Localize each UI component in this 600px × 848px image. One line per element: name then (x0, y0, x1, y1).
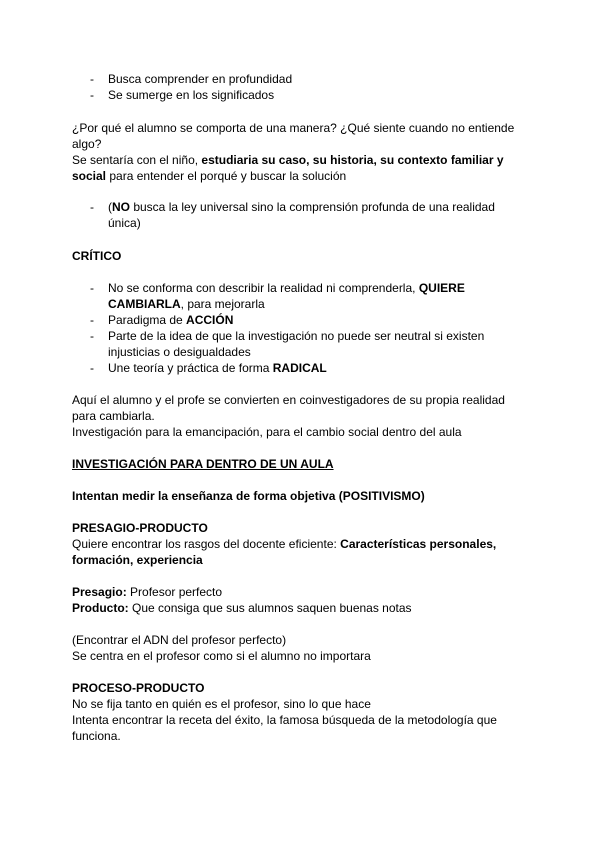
bullet-dash: - (90, 313, 94, 327)
approach-text-end: para entender el porqué y buscar la solución (106, 169, 347, 183)
item-bold: QUIERE CAMBIARLA (108, 281, 465, 311)
bullet-dash: - (90, 72, 94, 86)
producto-label: Producto: (72, 601, 129, 615)
sub-heading-text: Intentan medir la enseñanza de forma objetiva (POSITIVISMO) (72, 489, 425, 503)
bullet-dash: - (90, 200, 94, 214)
list-item-text (108, 280, 510, 312)
bullet-dash: - (90, 281, 94, 295)
list-item (90, 71, 510, 87)
producto-definition (72, 600, 532, 616)
item-text-end: , para mejorarla (180, 297, 265, 311)
approach-bold: estudiaria su caso, su historia, su contexto familiar y social (72, 153, 504, 183)
question-paragraph: ¿Por qué el alumno se comporta de una manera? ¿Qué siente cuando no entiende algo? (72, 121, 515, 151)
bullet-dash: - (90, 329, 94, 343)
list-item-text (108, 199, 510, 231)
section-heading (72, 456, 532, 472)
proceso-heading (72, 680, 532, 696)
note-bold: NO (112, 200, 130, 214)
proceso-heading-text: PROCESO-PRODUCTO (72, 681, 205, 695)
item-text: No se conforma con describir la realidad ni comprenderla, (108, 281, 419, 295)
approach-text: Se sentaría con el niño, (72, 153, 202, 167)
emancipation-paragraph: Investigación para la emancipación, para el cambio social dentro del aula (72, 425, 462, 439)
list-item-text: Parte de la idea de que la investigación no puede ser neutral si existen injusticias o desigualdades (108, 329, 485, 359)
presagio-description (72, 536, 532, 568)
list-item-text (108, 360, 510, 376)
proceso-line: Intenta encontrar la receta del éxito, la famosa búsqueda de la metodología que funciona. (72, 713, 497, 743)
item-bold: RADICAL (272, 361, 327, 375)
list-item (90, 280, 510, 312)
note-rest: busca la ley universal sino la comprensión profunda de una realidad única) (108, 200, 495, 230)
sub-heading (72, 488, 532, 504)
presagio-heading (72, 520, 532, 536)
list-item (90, 328, 510, 360)
list-item (90, 87, 510, 103)
proceso-line: No se fija tanto en quién es el profesor, sino lo que hace (72, 697, 371, 711)
presagio-definition (72, 584, 532, 600)
critico-heading-text: CRÍTICO (72, 249, 122, 263)
bullet-dash: - (90, 361, 94, 375)
presagio-label: Presagio: (72, 585, 127, 599)
item-text: Une teoría y práctica de forma (108, 361, 273, 375)
item-bold: ACCIÓN (186, 313, 234, 327)
list-item (90, 312, 510, 328)
presagio-desc-bold: Características personales, formación, experiencia (72, 537, 497, 567)
list-item-text: Se sumerge en los significados (108, 88, 275, 102)
list-item (90, 199, 510, 231)
section-heading-text: INVESTIGACIÓN PARA DENTRO DE UN AULA (72, 457, 334, 471)
presagio-heading-text: PRESAGIO-PRODUCTO (72, 521, 208, 535)
adn-paragraph: (Encontrar el ADN del profesor perfecto) (72, 633, 287, 647)
note-open: ( (108, 200, 112, 214)
item-text: Paradigma de (108, 313, 187, 327)
list-item-text: Busca comprender en profundidad (108, 72, 293, 86)
coinvestigators-paragraph: Aquí el alumno y el profe se convierten en coinvestigadores de su propia realidad para cambiarla. (72, 393, 505, 423)
focus-paragraph: Se centra en el profesor como si el alumno no importara (72, 649, 371, 663)
producto-text: Que consiga que sus alumnos saquen buenas notas (128, 601, 412, 615)
presagio-text: Profesor perfecto (126, 585, 223, 599)
approach-paragraph (72, 152, 532, 184)
list-item (90, 360, 510, 376)
list-item-text (108, 312, 510, 328)
critico-heading (72, 248, 532, 264)
bullet-dash: - (90, 88, 94, 102)
presagio-desc-text: Quiere encontrar los rasgos del docente eficiente: (72, 537, 341, 551)
